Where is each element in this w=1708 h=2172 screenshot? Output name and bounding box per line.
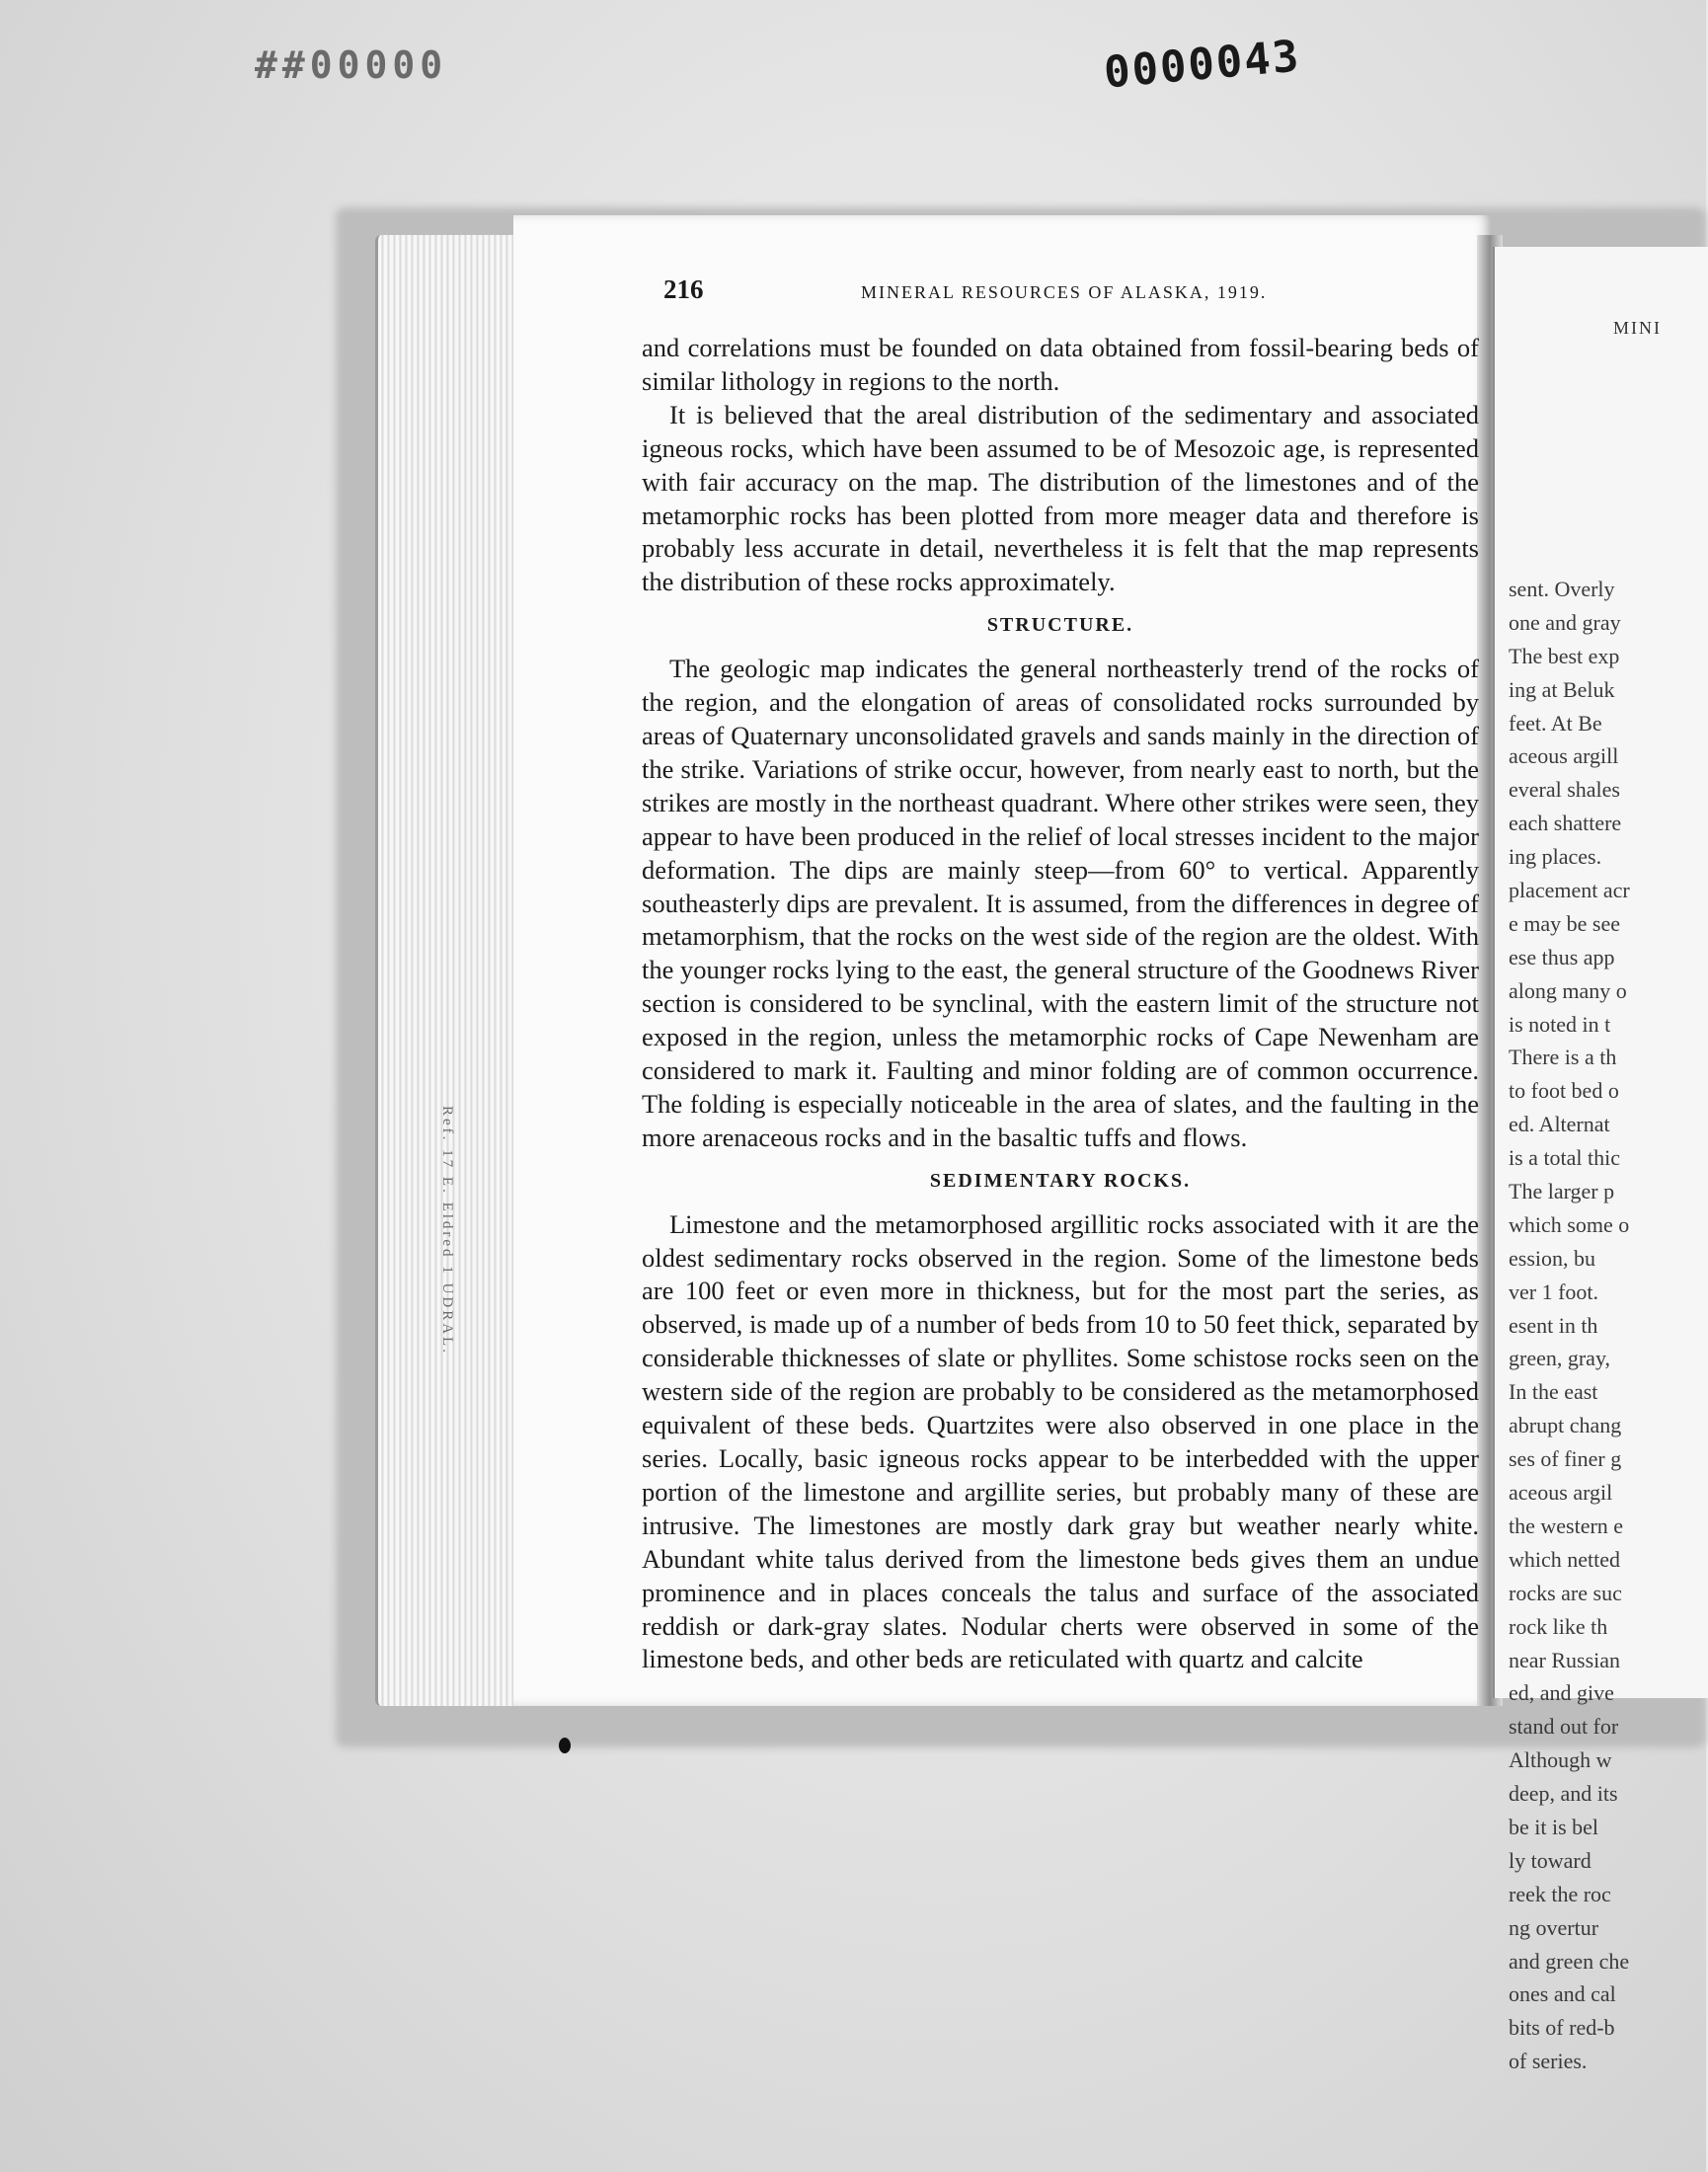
right-page-line: is a total thic [1509, 1145, 1621, 1171]
right-page-line: feet. At Be [1509, 710, 1602, 736]
right-page-line: ing places. [1509, 844, 1602, 870]
page-header [663, 274, 1493, 314]
page-number: 216 [663, 274, 704, 304]
archive-stamp-left: ##00000 [255, 43, 448, 87]
right-page-line: The larger p [1509, 1179, 1615, 1204]
right-page-line: the western e [1509, 1513, 1624, 1538]
punch-hole-mark [559, 1738, 571, 1753]
right-page-line: of series. [1509, 2049, 1588, 2074]
right-page-line: green, gray, [1509, 1346, 1611, 1371]
right-page [1493, 247, 1708, 2074]
right-page-line: reek the roc [1509, 1881, 1611, 1906]
right-page-line: one and gray [1509, 609, 1621, 635]
right-page-line: ese thus app [1509, 944, 1615, 970]
right-page-line: near Russian [1509, 1647, 1621, 1672]
paragraph: It is believed that the areal distribution of the sedimentary and associated igneous rocks, which have been assumed to be of Mesozoic age, is represented with fair accuracy on the map. The distribution of the limestones and of the metamorphic rocks has been plotted from more meager data and therefore is probably less accurate in detail, nevertheless it is felt that the map represents the distribution of these rocks approximately. [642, 399, 1479, 597]
right-page-line: ng overtur [1509, 1914, 1599, 1940]
paragraph: The geologic map indicates the general northeasterly trend of the rocks of the region, and the elongation of areas of consolidated rocks surrounded by areas of Quaternary unconsolidated gravels and sands mainly in the direction of the strike. Variations of strike occur, however, from nearly east to north, but the strikes are mostly in the northeast quadrant. Where other strikes were seen, they appear to have been produced in the relief of local stresses incident to the major deformation. The dips are mainly steep—from 60° to vertical. Apparently southeasterly dips are prevalent. It is assumed, from the differences in degree of metamorphism, that the rocks on the west side of the region are the oldest. With the younger rocks lying to the east, the general structure of the Goodnews River section is considered to be synclinal, with the eastern limit of the structure not exposed in the region, unless the metamorphic rocks of Cape Newenham are considered to mark it. Faulting and minor folding are of common occurrence. The folding is especially noticeable in the area of slates, and the faulting in the more arenaceous rocks and in the basaltic tuffs and flows. [642, 654, 1479, 1152]
right-page-line: bits of red-b [1509, 2015, 1615, 2041]
right-page-line: rock like th [1509, 1613, 1608, 1639]
right-page-line: be it is bel [1509, 1814, 1599, 1839]
book-page-edges [375, 235, 516, 1706]
archive-stamp-right: 0000043 [1102, 31, 1303, 99]
right-page-line: ones and cal [1509, 1981, 1616, 2007]
edge-label: Ref. 17 E. Eldred 1 UDRAL. [439, 1106, 455, 1356]
paragraph: Limestone and the metamorphosed argillitic rocks associated with it are the oldest sedimentary rocks observed in the region. Some of the limestone beds are 100 feet or even more in thickness, but for the most part the series, as observed, is made up of a number of beds from 10 to 50 feet thick, separated by considerable thicknesses of slate or phyllites. Some schistose rocks seen on the western side of the region are probably to be considered as the metamorphosed equivalent of these beds. Quartzites were also observed in one place in the series. Locally, basic igneous rocks appear to be interbedded with the upper portion of the limestone and argillite series, but probably many of these are intrusive. The limestones are mostly dark gray but weather nearly white. Abundant white talus derived from the limestone beds gives them an undue prominence and in places conceals the talus and surface of the associated reddish or dark-gray slates. Nodular cherts were observed in some of the limestone beds, and other beds are reticulated with quartz and calcite [642, 1208, 1479, 1674]
right-page-line: which netted [1509, 1546, 1621, 1572]
right-page-line: ses of finer g [1509, 1446, 1622, 1472]
right-page-line: ver 1 foot. [1509, 1279, 1599, 1304]
right-page-line: each shattere [1509, 811, 1622, 836]
running-title: MINERAL RESOURCES OF ALASKA, 1919. [861, 282, 1268, 302]
right-page-line: and green che [1509, 1948, 1630, 1974]
right-page-line: stand out for [1509, 1714, 1619, 1740]
page-body [642, 332, 1479, 1676]
right-page-line: placement acr [1509, 878, 1630, 903]
right-page-line: deep, and its [1509, 1781, 1618, 1807]
right-page-line: e may be see [1509, 910, 1620, 936]
right-page-line: ed. Alternat [1509, 1112, 1610, 1137]
right-page-line: There is a th [1509, 1045, 1617, 1070]
right-page-line: aceous argill [1509, 743, 1619, 769]
section-heading: SEDIMENTARY ROCKS. [929, 1169, 1192, 1192]
right-page-line: Although w [1509, 1747, 1612, 1773]
section-heading: STRUCTURE. [986, 614, 1134, 637]
paragraph: and correlations must be founded on data obtained from fossil-bearing beds of similar lithology in regions to the north. [642, 333, 1479, 396]
right-page-line: which some o [1509, 1211, 1630, 1237]
right-page-line: The best exp [1509, 643, 1620, 668]
right-page-line: to foot bed o [1509, 1078, 1619, 1104]
right-page-line: is noted in t [1509, 1011, 1611, 1037]
right-page-line: abrupt chang [1509, 1413, 1622, 1438]
right-page-line: ing at Beluk [1509, 676, 1615, 702]
right-page-text [1509, 573, 1702, 2078]
right-page-line: ession, bu [1509, 1245, 1595, 1271]
right-page-line: everal shales [1509, 777, 1620, 803]
right-page-line: aceous argil [1509, 1480, 1613, 1506]
right-page-line: along many o [1509, 977, 1627, 1003]
right-page-line: In the east [1509, 1379, 1598, 1405]
right-page-line: rocks are suc [1509, 1580, 1622, 1605]
right-page-line: ed, and give [1509, 1680, 1614, 1706]
right-page-line: ly toward [1509, 1847, 1592, 1873]
right-page-line: esent in th [1509, 1312, 1598, 1338]
right-page-header: MINI [1613, 318, 1662, 338]
right-page-line: sent. Overly [1509, 577, 1615, 601]
